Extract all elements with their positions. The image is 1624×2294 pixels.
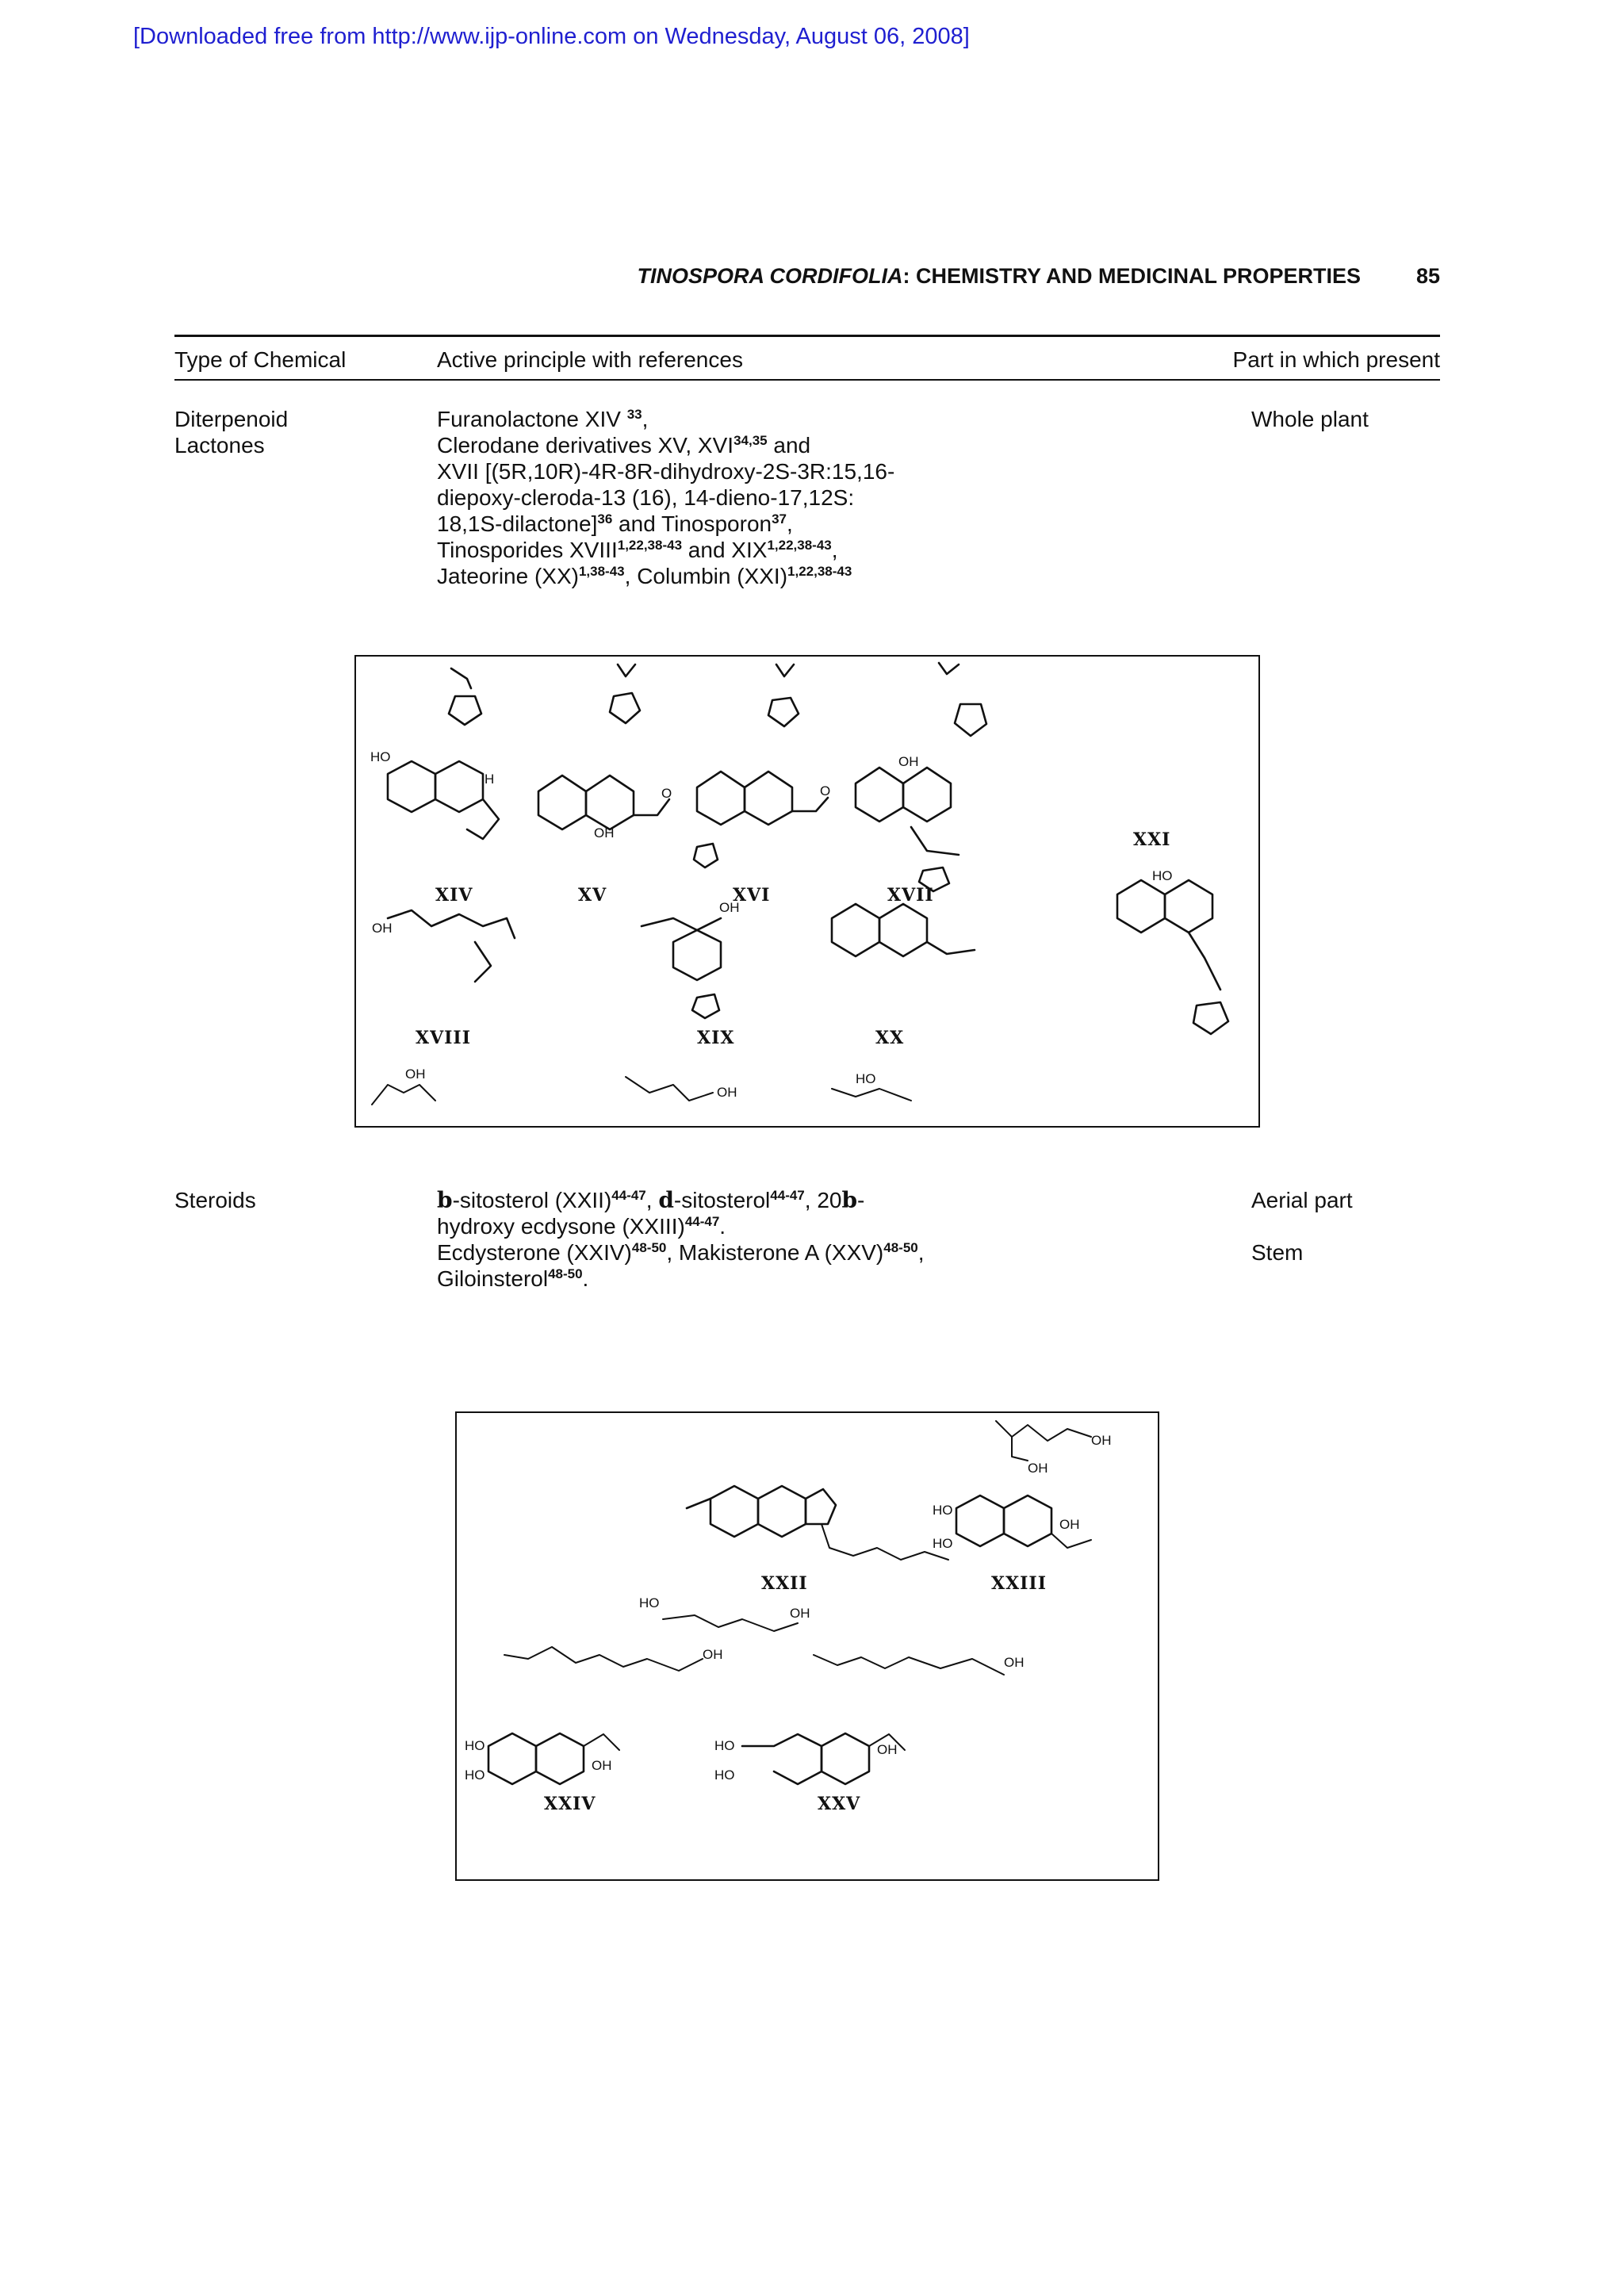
svg-text:HO: HO (465, 1738, 485, 1753)
part-whole-plant: Whole plant (1251, 407, 1369, 431)
principle-text: - (857, 1188, 865, 1212)
greek-beta-symbol: b (841, 1187, 858, 1213)
svg-text:OH: OH (592, 1758, 612, 1773)
compound-label: XXIV (544, 1794, 596, 1814)
principle-text: Tinosporides XVIII (437, 538, 618, 562)
column-header-type: Type of Chemical (174, 347, 347, 372)
compound-label: XVI (733, 885, 771, 906)
principle-text: -sitosterol (673, 1188, 771, 1212)
steroid-skeleton-structure (714, 1733, 905, 1784)
reference-superscript: 48-50 (548, 1266, 583, 1281)
column-header-part: Part in which present (1232, 347, 1440, 372)
principle-line (437, 1187, 992, 1213)
reference-superscript: 37 (772, 511, 787, 527)
principle-line (437, 1239, 992, 1266)
svg-text:OH: OH (877, 1742, 898, 1757)
active-principle-diterpenoid (437, 406, 944, 589)
principle-text: Giloinsterol (437, 1266, 549, 1291)
running-title (637, 264, 1361, 289)
decalin-skeleton-structure (694, 772, 830, 867)
principle-text: and Tinosporon (612, 511, 772, 536)
svg-text:HO: HO (933, 1503, 953, 1518)
part-aerial: Aerial part (1251, 1188, 1353, 1212)
principle-text: -sitosterol (XXII) (452, 1188, 612, 1212)
compound-label: XXI (1133, 829, 1171, 850)
greek-delta-symbol: d (658, 1187, 674, 1213)
principle-text: and XIX (682, 538, 768, 562)
svg-text:OH: OH (1028, 1461, 1048, 1476)
compound-label: XIX (697, 1028, 735, 1048)
running-title-rest: : CHEMISTRY AND MEDICINAL PROPERTIES (902, 264, 1361, 288)
reference-superscript: 36 (597, 511, 613, 527)
principle-text: , Columbin (XXI) (624, 564, 788, 588)
furan-ring-structure (768, 664, 799, 726)
principle-line (437, 1266, 992, 1292)
svg-text:HO: HO (856, 1071, 876, 1086)
principle-text: . (582, 1266, 589, 1291)
svg-text:O: O (820, 783, 831, 798)
svg-text:HO: HO (714, 1738, 735, 1753)
reference-superscript: 1,22,38-43 (787, 564, 852, 579)
page-number: 85 (1415, 264, 1440, 288)
svg-text:OH: OH (703, 1647, 723, 1662)
reference-superscript: 44-47 (684, 1214, 720, 1229)
principle-text: , 20 (804, 1188, 842, 1212)
furan-ring-structure (939, 663, 986, 736)
svg-text:HO: HO (465, 1767, 485, 1783)
diterpenoid-structures-figure (354, 655, 1260, 1128)
svg-text:OH: OH (1004, 1655, 1025, 1670)
svg-text:HO: HO (370, 749, 391, 764)
greek-beta-symbol: b (437, 1187, 453, 1213)
decalin-skeleton-structure (1117, 868, 1228, 1034)
reference-superscript: 1,22,38-43 (767, 538, 832, 553)
running-title-italic: TINOSPORA CORDIFOLIA (637, 264, 903, 288)
svg-text:HO: HO (714, 1767, 735, 1783)
decalin-skeleton-structure (832, 904, 975, 956)
reference-superscript: 44-47 (611, 1188, 646, 1203)
reference-superscript: 33 (626, 407, 642, 422)
svg-text:OH: OH (405, 1067, 426, 1082)
compound-label: XVIII (416, 1028, 472, 1048)
principle-text: Ecdysterone (XXIV) (437, 1240, 632, 1265)
principle-line: diepoxy-cleroda-13 (16), 14-dieno-17,12S: (437, 485, 855, 510)
svg-text:HO: HO (639, 1595, 660, 1610)
principle-text: 18,1S-dilactone] (437, 511, 598, 536)
diterpenoid-structures-drawing (356, 657, 1258, 1126)
chemical-type-line: Diterpenoid (174, 407, 289, 431)
principle-line: 18,1S-dilactone]$^{36}$ and Tinosporon$^{37}$, (437, 511, 793, 536)
chemical-type-line: Lactones (174, 433, 265, 458)
principle-text: Clerodane derivatives XV, XVI (437, 433, 734, 458)
download-notice[interactable]: [Downloaded free from http://www.ijp-online.com on Wednesday, August 06, 2008] (133, 24, 970, 49)
svg-text:OH: OH (717, 1085, 737, 1100)
compound-label: XV (578, 885, 607, 906)
principle-text: and (767, 433, 811, 458)
compound-label: XIV (435, 885, 473, 906)
reference-superscript: 48-50 (631, 1240, 667, 1255)
steroid-skeleton-structure (465, 1733, 619, 1784)
compound-label: XVII (887, 885, 934, 906)
chemical-type-diterpenoid (174, 406, 288, 458)
svg-text:OH: OH (719, 900, 740, 915)
svg-text:HO: HO (1152, 868, 1173, 883)
principle-line: XVII [(5R,10R)-4R-8R-dihydroxy-2S-3R:15,16- (437, 459, 895, 484)
svg-text:OH: OH (372, 921, 393, 936)
principle-text: , (645, 1188, 659, 1212)
column-header-principle: Active principle with references (437, 347, 743, 372)
side-chain-structure (504, 1647, 723, 1671)
side-chain-structure (639, 1595, 810, 1631)
svg-text:OH: OH (898, 754, 919, 769)
principle-text: , (917, 1240, 925, 1265)
reference-superscript: 1,38-43 (578, 564, 625, 579)
steroid-skeleton-structure (933, 1496, 1091, 1551)
fragment-structure (626, 1077, 737, 1101)
principle-text: , Makisterone A (XXV) (666, 1240, 884, 1265)
steroid-structures-figure (455, 1411, 1159, 1881)
svg-text:OH: OH (790, 1606, 810, 1621)
principle-text: Jateorine (XX) (437, 564, 579, 588)
steroid-structures-drawing (457, 1413, 1158, 1879)
compound-label: XXIII (991, 1573, 1048, 1594)
table-top-rule (174, 335, 1440, 337)
part-stem: Stem (1251, 1240, 1304, 1265)
svg-text:H: H (485, 772, 495, 787)
principle-line: Tinosporides XVIII$^{1,22,38-43}$ and XIX$^{1,22,38-43}$, (437, 538, 838, 562)
principle-line (437, 563, 944, 589)
compound-label: XXV (818, 1794, 861, 1814)
principle-text: hydroxy ecdysone (XXIII) (437, 1214, 685, 1239)
furan-ring-structure (449, 668, 481, 725)
fragment-structure (372, 1067, 435, 1105)
compound-label: XXII (761, 1573, 808, 1594)
principle-text: . (719, 1214, 726, 1239)
svg-text:OH: OH (594, 825, 615, 841)
decalin-skeleton-structure (372, 910, 515, 982)
decalin-skeleton-structure (370, 749, 499, 839)
side-chain-structure (814, 1655, 1025, 1675)
reference-superscript: 48-50 (883, 1240, 918, 1255)
decalin-skeleton-structure (642, 900, 740, 1018)
compound-label: XX (875, 1028, 905, 1048)
principle-line: Furanolactone XIV $^{33}$, (437, 407, 649, 431)
principle-line (437, 1213, 992, 1239)
decalin-skeleton-structure (856, 754, 959, 891)
principle-line (437, 432, 944, 458)
active-principle-steroids (437, 1187, 992, 1292)
svg-text:OH: OH (1091, 1433, 1112, 1448)
reference-superscript: 1,22,38-43 (617, 538, 683, 553)
table-header-rule (174, 379, 1440, 381)
principle-text: Furanolactone XIV (437, 407, 627, 431)
fragment-structure (832, 1071, 911, 1101)
svg-text:HO: HO (933, 1536, 953, 1551)
side-chain-structure (996, 1421, 1112, 1476)
svg-text:OH: OH (1059, 1517, 1080, 1532)
furan-ring-structure (610, 664, 640, 723)
decalin-skeleton-structure (538, 776, 672, 841)
reference-superscript: 44-47 (770, 1188, 805, 1203)
svg-text:O: O (661, 786, 672, 801)
reference-superscript: 34,35 (733, 433, 768, 448)
steroid-skeleton-structure (687, 1486, 948, 1560)
chemical-type-steroids: Steroids (174, 1188, 256, 1212)
